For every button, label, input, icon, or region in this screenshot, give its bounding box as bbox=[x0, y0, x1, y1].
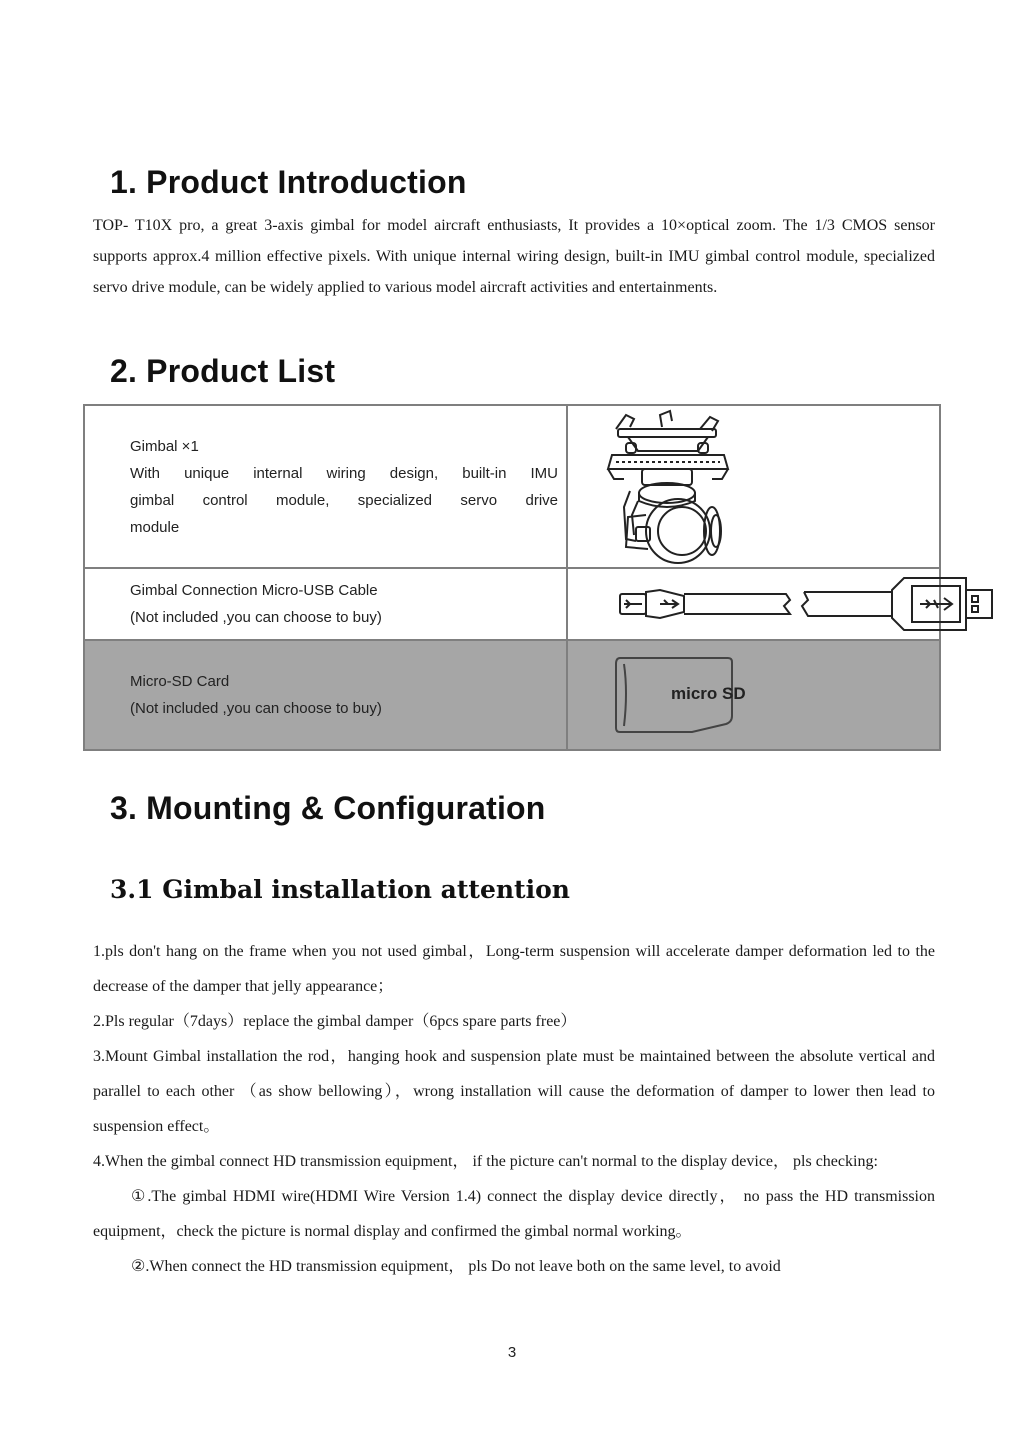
product-cell-usb-cable bbox=[84, 568, 567, 640]
product-image-cell-gimbal bbox=[567, 405, 940, 568]
section-3-heading: 3. Mounting & Configuration bbox=[110, 790, 546, 826]
usb-cable-icon bbox=[568, 570, 994, 638]
attention-item-4: 4.When the gimbal connect HD transmission equipment， if the picture can't normal to the display device， pls checking: bbox=[93, 1153, 878, 1170]
installation-attention-body bbox=[93, 934, 935, 1284]
section-2-heading: 2. Product List bbox=[110, 353, 336, 389]
product-title: Gimbal ×1 bbox=[130, 437, 199, 455]
page-number: 3 bbox=[507, 1344, 517, 1361]
product-row-usb-cable bbox=[84, 568, 940, 640]
product-desc-line: module bbox=[130, 518, 180, 536]
subsection-3-1-heading: 3.1 Gimbal installation attention bbox=[110, 875, 570, 904]
micro-sd-card-icon bbox=[568, 642, 994, 748]
attention-item-1: 1.pls don't hang on the frame when you not used gimbal，Long-term suspension will accelerate damper deformation led to the decrease of the damper that jelly appearance； bbox=[93, 943, 935, 995]
micro-sd-logo: micro SD bbox=[671, 684, 746, 703]
product-row-micro-sd bbox=[84, 640, 940, 750]
section-1-heading: 1. Product Introduction bbox=[110, 164, 467, 200]
product-image-cell-usb-cable bbox=[567, 568, 940, 640]
product-cell-gimbal bbox=[84, 405, 567, 568]
attention-item-3: 3.Mount Gimbal installation the rod，hanging hook and suspension plate must be maintained between the absolute vertical and parallel to each other （as show bellowing），wrong installation will cause the deformation of damper to lower then lead to suspension effect。 bbox=[93, 1048, 935, 1135]
product-row-gimbal bbox=[84, 405, 940, 568]
product-title: Gimbal Connection Micro-USB Cable bbox=[130, 582, 378, 599]
product-introduction-text: TOP- T10X pro, a great 3-axis gimbal for model aircraft enthusiasts, It provides a 10×optical zoom. The 1/3 CMOS sensor supports approx.4 million effective pixels. With unique internal wiring design, built-in IMU gimbal control module, specialized servo drive module, can be widely applied to various model aircraft activities and entertainments. bbox=[93, 217, 935, 296]
gimbal-camera-icon bbox=[568, 407, 994, 567]
product-desc-line: With unique internal wiring design, built-in IMU bbox=[130, 464, 558, 482]
product-list-table bbox=[83, 404, 941, 751]
product-note: (Not included ,you can choose to buy) bbox=[130, 700, 382, 717]
product-title: Micro-SD Card bbox=[130, 673, 230, 690]
product-image-cell-micro-sd bbox=[567, 640, 940, 750]
product-desc-line: gimbal control module, specialized servo drive bbox=[130, 491, 558, 509]
checking-step-2: ②.When connect the HD transmission equipment， pls Do not leave both on the same level, to avoid bbox=[131, 1258, 781, 1275]
attention-item-2: 2.Pls regular（7days）replace the gimbal damper（6pcs spare parts free） bbox=[93, 1013, 577, 1030]
product-note: (Not included ,you can choose to buy) bbox=[130, 609, 382, 626]
product-cell-micro-sd bbox=[84, 640, 567, 750]
checking-step-1: ①.The gimbal HDMI wire(HDMI Wire Version 1.4) connect the display device directly， no pass the HD transmission equipment，check the picture is normal display and confirmed the gimbal normal working。 bbox=[93, 1188, 935, 1240]
